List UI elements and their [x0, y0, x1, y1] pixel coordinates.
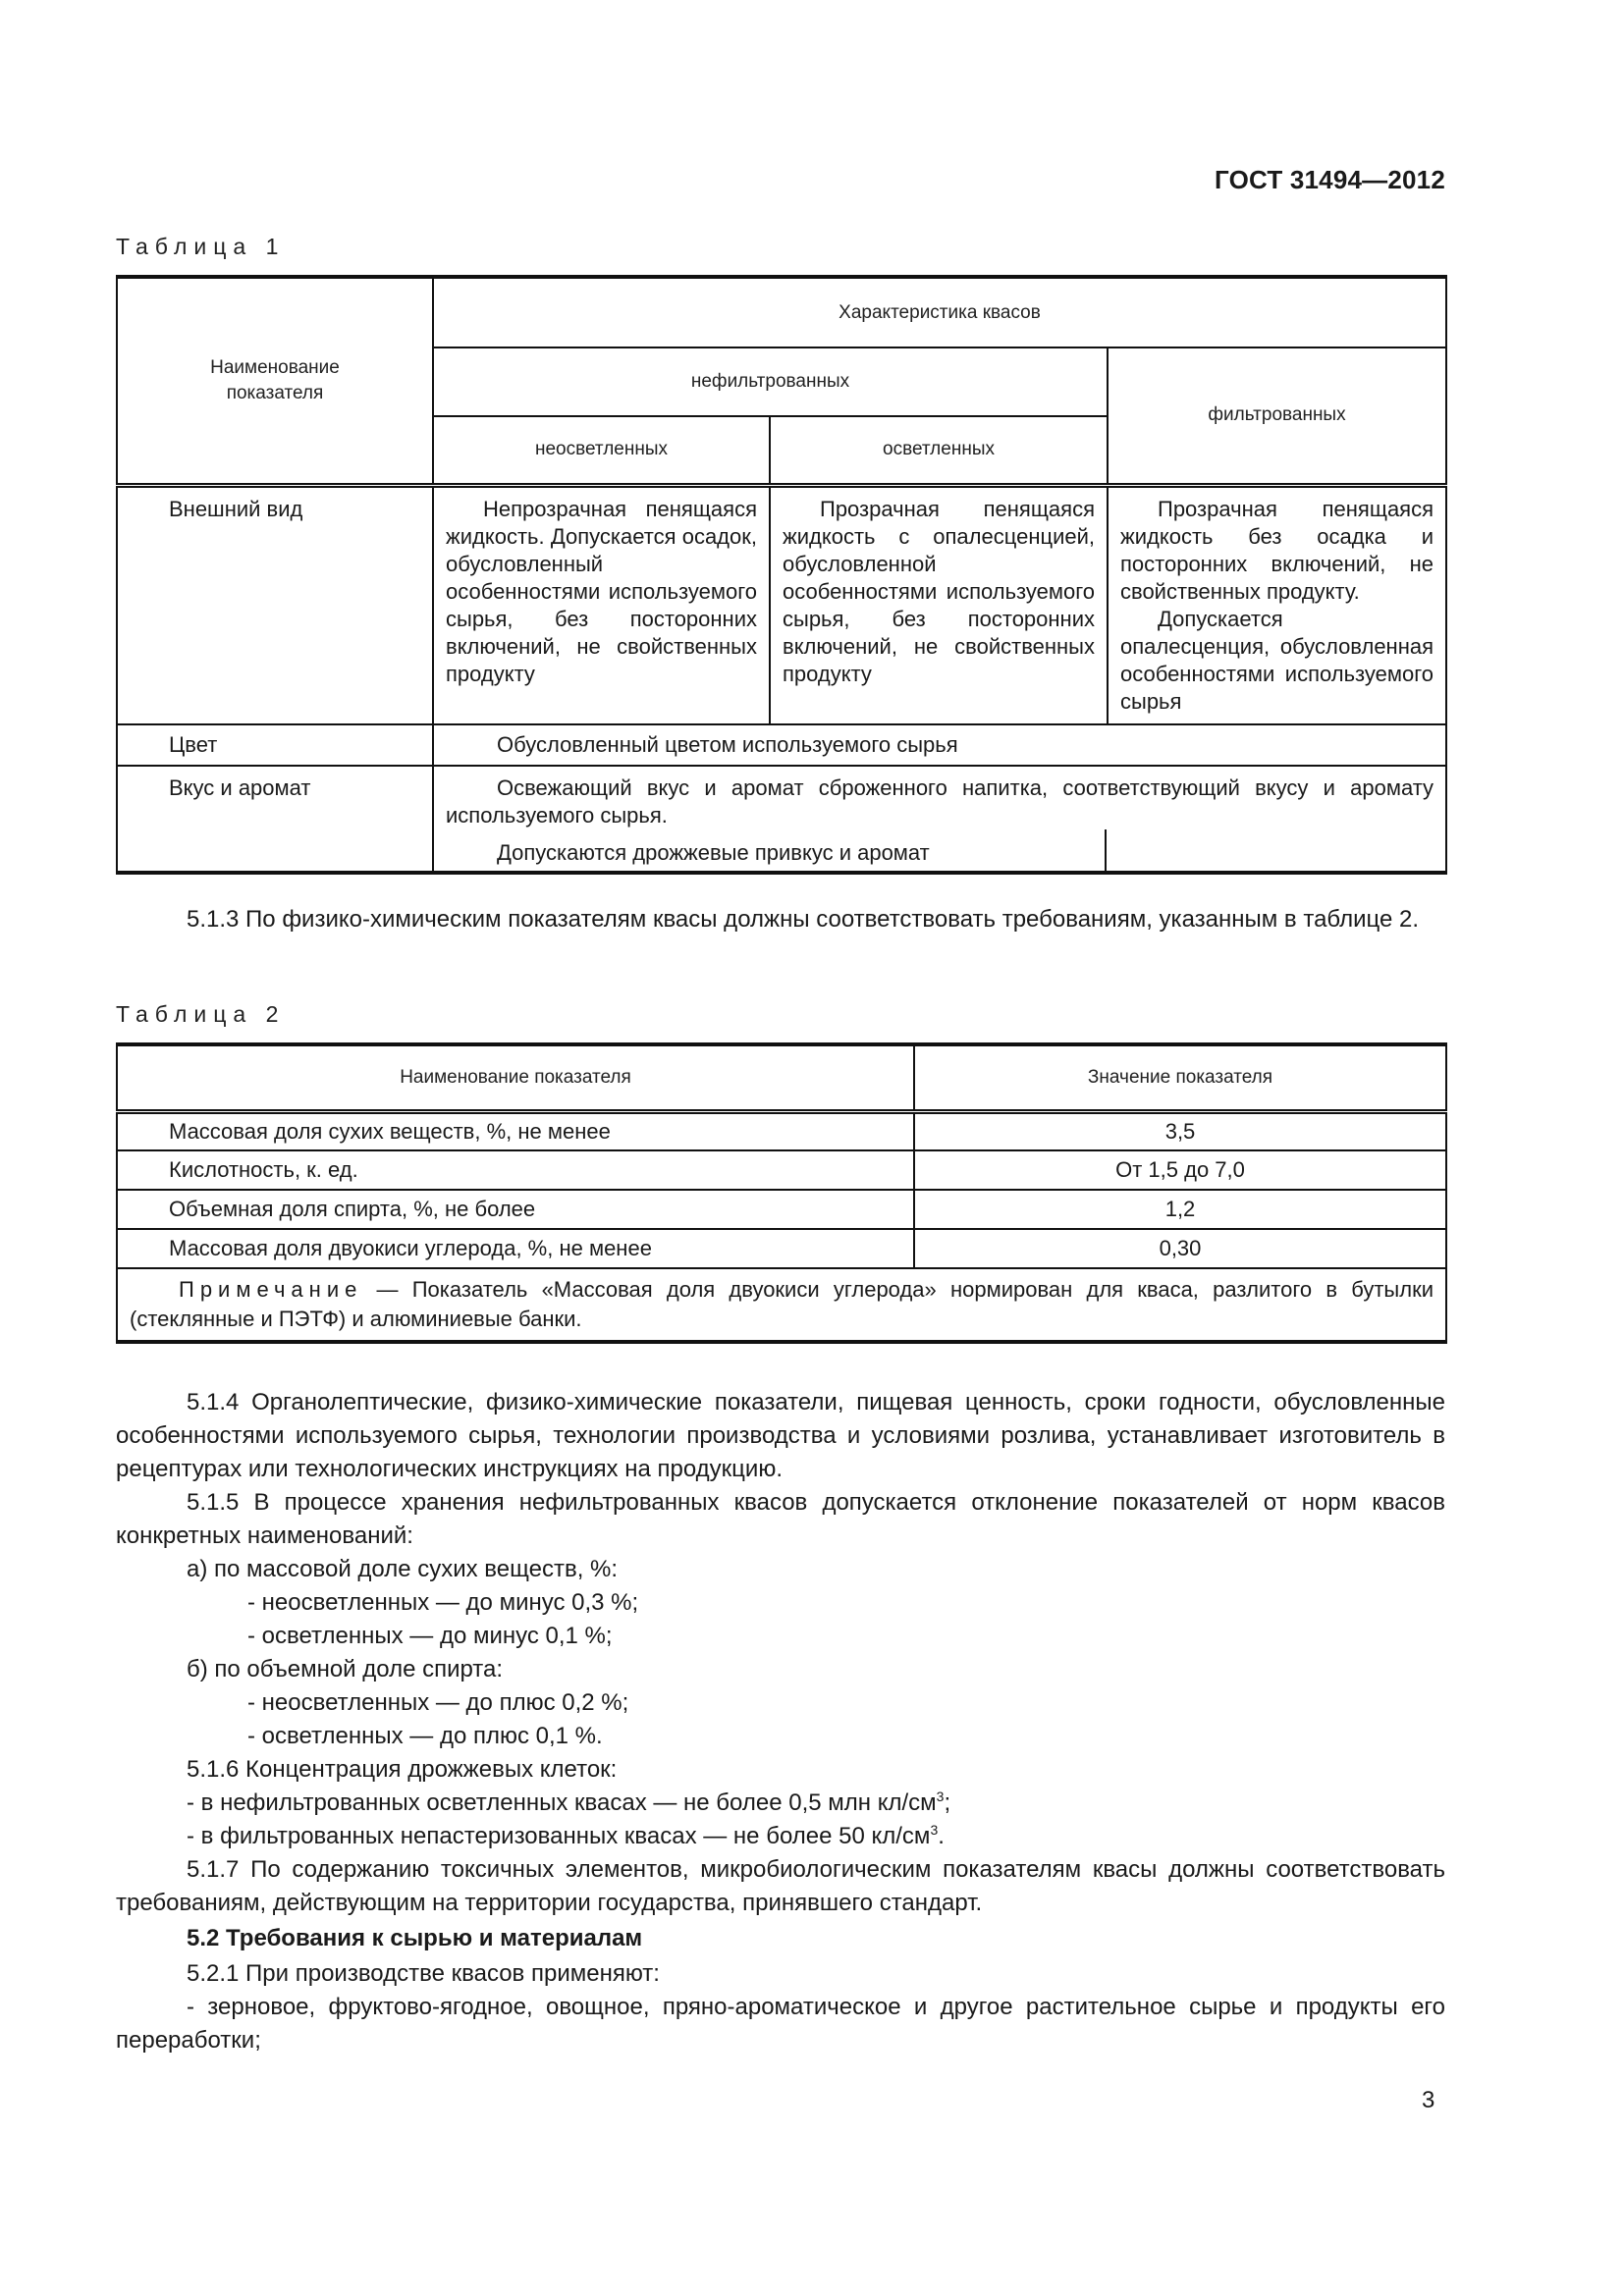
- t2-row-value: 1,2: [914, 1190, 1446, 1229]
- t2-note-label: Примечание: [179, 1277, 363, 1302]
- t1-appearance-clarified: Прозрачная пенящаяся жидкость с опалесценцией, обусловленной особенностями используемого сырья, без посторонних включений, не свойственных продукту: [783, 496, 1095, 686]
- section-heading-5-2: 5.2 Требования к сырью и материалам: [187, 1925, 643, 1951]
- t2-row-value: 0,30: [914, 1229, 1446, 1268]
- t1-appearance-filtered: Прозрачная пенящаяся жидкость без осадка и посторонних включений, не свойственных продукту. Допускается опалесценция, обусловленная особенностями используемого сырья: [1120, 496, 1434, 714]
- t1-header-clarified: осветленных: [770, 416, 1108, 485]
- page-number: 3: [1422, 2087, 1435, 2113]
- list-item-a: а) по массовой доле сухих веществ, %:: [187, 1556, 619, 1582]
- t1-row-color: [117, 724, 1446, 766]
- t1-row-color-label: Цвет: [117, 724, 433, 766]
- t1-taste-value: Освежающий вкус и аромат сброженного напитка, соответствующий вкусу и аромату используемого сырья.: [446, 774, 1434, 828]
- list-item-b: б) по объемной доле спирта:: [187, 1656, 504, 1682]
- para-5-2-1: 5.2.1 При производстве квасов применяют:: [187, 1960, 660, 1987]
- t2-note-row: [117, 1268, 1446, 1342]
- t2-row-name: Объемная доля спирта, %, не более: [117, 1190, 914, 1229]
- para-5-1-6: 5.1.6 Концентрация дрожжевых клеток:: [187, 1756, 618, 1783]
- table1-caption: Таблица 1: [116, 234, 286, 259]
- t2-row-name: Массовая доля сухих веществ, %, не менее: [117, 1111, 914, 1150]
- list-item-yeast-1: - в нефильтрованных осветленных квасах — не более 0,5 млн $кл/см^3$;: [187, 1789, 951, 1816]
- list-item-b1: - неосветленных — до плюс 0,2 %;: [247, 1689, 629, 1716]
- t1-row-taste: [117, 766, 1446, 873]
- table-row: [117, 1229, 1446, 1268]
- t2-header-value: Значение показателя: [914, 1044, 1446, 1111]
- table2-caption: Таблица 2: [116, 1001, 286, 1027]
- t1-taste-filtered-empty: [1107, 829, 1445, 871]
- t1-header-unclarified: неосветленных: [433, 416, 770, 485]
- t1-header-filtered: фильтрованных: [1108, 347, 1446, 485]
- t2-row-value: От 1,5 до 7,0: [914, 1150, 1446, 1190]
- para-5-1-5: 5.1.5 В процессе хранения нефильтрованных квасов допускается отклонение показателей от норм квасов конкретных наименований:: [116, 1489, 1445, 1549]
- t1-header-indicator: Наименование показателя: [117, 277, 433, 485]
- t1-row-appearance: [117, 485, 1446, 724]
- list-item-raw-materials: - зерновое, фруктово-ягодное, овощное, пряно-ароматическое и другое растительное сырье и продукты его переработки;: [116, 1994, 1445, 2054]
- t2-row-name: Массовая доля двуокиси углерода, %, не менее: [117, 1229, 914, 1268]
- table2: [116, 1042, 1447, 1344]
- list-item-b2: - осветленных — до плюс 0,1 %.: [247, 1723, 603, 1749]
- t1-header-unfiltered: нефильтрованных: [433, 347, 1108, 416]
- list-item-a1: - неосветленных — до минус 0,3 %;: [247, 1589, 639, 1616]
- document-code: ГОСТ 31494—2012: [1215, 165, 1445, 194]
- t1-header-characteristic: Характеристика квасов: [433, 277, 1446, 347]
- t2-note: Примечание — Показатель «Массовая доля двуокиси углерода» нормирован для кваса, разлитого в бутылки (стеклянные и ПЭТФ) и алюминиевые банки.: [130, 1277, 1434, 1331]
- para-5-1-4: 5.1.4 Органолептические, физико-химические показатели, пищевая ценность, сроки годности, обусловленные особенностями используемого сырья, технологии производства и условиями розлива, устанавливает изготовитель в рецептурах или технологических инструкциях на продукцию.: [116, 1389, 1445, 1482]
- t1-row-taste-label: Вкус и аромат: [117, 766, 433, 873]
- t2-header-name: Наименование показателя: [117, 1044, 914, 1111]
- t1-appearance-unclarified: Непрозрачная пенящаяся жидкость. Допускается осадок, обусловленный особенностями используемого сырья, без посторонних включений, не свойственных продукту: [446, 496, 757, 686]
- t2-row-value: 3,5: [914, 1111, 1446, 1150]
- t1-color-value: Обусловленный цветом используемого сырья: [497, 731, 958, 757]
- table-row: [117, 1190, 1446, 1229]
- t1-row-appearance-label: Внешний вид: [117, 485, 433, 724]
- para-5-1-7: 5.1.7 По содержанию токсичных элементов, микробиологическим показателям квасы должны соответствовать требованиям, действующим на территории государства, принявшего стандарт.: [116, 1856, 1445, 1916]
- list-item-a2: - осветленных — до минус 0,1 %;: [247, 1623, 613, 1649]
- table-row: [117, 1111, 1446, 1150]
- table1: [116, 275, 1447, 875]
- para-5-1-3: 5.1.3 По физико-химическим показателям квасы должны соответствовать требованиям, указанным в таблице 2.: [187, 906, 1419, 933]
- t2-row-name: Кислотность, к. ед.: [117, 1150, 914, 1190]
- list-item-yeast-2: - в фильтрованных непастеризованных квасах — не более 50 $кл/см^3$.: [187, 1822, 945, 1849]
- t1-taste-unfiltered-note: Допускаются дрожжевые привкус и аромат: [434, 829, 1107, 871]
- table-row: [117, 1150, 1446, 1190]
